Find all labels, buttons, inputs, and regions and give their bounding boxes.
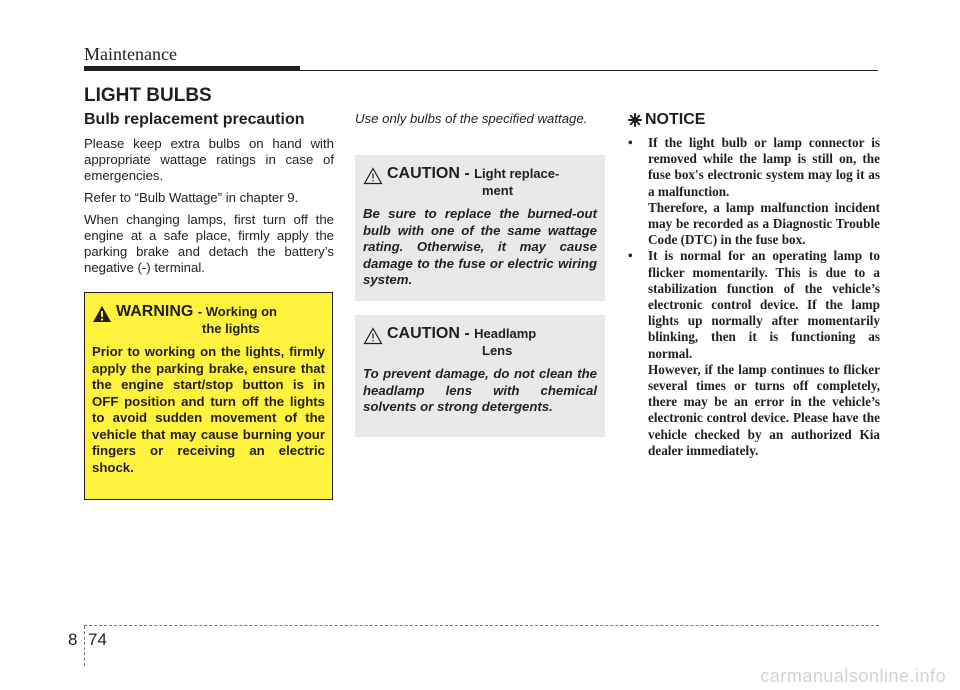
caution-subtitle-1b: ment xyxy=(482,183,514,198)
caution-header-2 xyxy=(363,325,597,359)
notice-item-2-para-1: It is normal for an operating lamp to flicker momentarily. This is due to a stabilization function of the vehicle’s electronic control device. If the lamp lights up normally after momentarily blinking, then it is functioning as normal. xyxy=(648,248,880,361)
list-item xyxy=(628,248,880,459)
notice-item-1-para-2: Therefore, a lamp malfunction incident may be recorded as a Diagnostic Trouble Code (DTC) in the fuse box. xyxy=(648,199,880,248)
caution-body-1: Be sure to replace the burned-out bulb with one of the same wattage rating. Otherwise, it may cause damage to the fuse or electric wiring system. xyxy=(363,206,597,287)
precaution-paragraph-3: When changing lamps, first turn off the engine at a safe place, firmly apply the parking brake and detach the battery’s negative (-) terminal. xyxy=(84,212,334,275)
notice-item-2-para-2: However, if the lamp continues to flicker several times or turns off completely, there may be an error in the vehicle’s electronic control device. Please have the vehicle checked by an authorized Kia dealer immediately. xyxy=(648,361,880,458)
warning-subtitle-1: - Working on xyxy=(197,304,277,319)
warning-header xyxy=(92,303,325,337)
warning-triangle-icon xyxy=(92,305,112,323)
precaution-paragraph-2: Refer to “Bulb Wattage” in chapter 9. xyxy=(84,190,299,205)
warning-box xyxy=(84,292,333,500)
caution-body-2: To prevent damage, do not clean the headlamp lens with chemical solvents or strong detergents. xyxy=(363,366,597,414)
notice-asterisk-icon xyxy=(628,113,642,127)
chapter-number: 8 xyxy=(68,630,78,649)
notice-list xyxy=(628,135,880,459)
caution-subtitle-2a: Headlamp xyxy=(474,326,537,341)
watermark: carmanualsonline.info xyxy=(760,666,946,686)
caution-box-light-replacement xyxy=(355,155,605,301)
warning-label: WARNING xyxy=(116,303,194,320)
precaution-heading: Bulb replacement precaution xyxy=(84,111,305,128)
notice-label: NOTICE xyxy=(645,111,706,128)
footer-divider xyxy=(84,626,85,666)
header-rule-thick xyxy=(84,66,300,71)
page-number: 74 xyxy=(88,630,107,649)
caution-subtitle-2b: Lens xyxy=(482,343,513,358)
warning-subtitle-2: the lights xyxy=(202,321,260,336)
section-title: LIGHT BULBS xyxy=(84,85,212,106)
precaution-paragraph-1: Please keep extra bulbs on hand with appropriate wattage ratings in case of emergencies. xyxy=(84,136,334,183)
bullet-icon: • xyxy=(628,135,633,150)
notice-item-1-para-1: If the light bulb or lamp connector is removed while the lamp is still on, the fuse box's electronic system may log it as a malfunction. xyxy=(648,135,880,199)
specified-note: Use only bulbs of the specified wattage. xyxy=(355,111,588,126)
warning-body: Prior to working on the lights, firmly apply the parking brake, ensure that the engine start/stop button is in OFF position and turn off the lights to avoid sudden movement of the vehicle that may cause burning your fingers or receiving an electric shock. xyxy=(92,344,325,475)
caution-triangle-icon xyxy=(363,327,383,345)
caution-triangle-icon xyxy=(363,167,383,185)
caution-label-1: CAUTION - xyxy=(387,165,470,182)
precaution-column xyxy=(84,111,334,282)
list-item xyxy=(628,135,880,248)
header-rule-thin xyxy=(300,70,878,71)
notice-heading xyxy=(628,111,880,129)
caution-label-2: CAUTION - xyxy=(387,325,470,342)
caution-subtitle-1a: Light replace- xyxy=(474,166,560,181)
footer-rule xyxy=(84,625,879,626)
notice-column xyxy=(628,111,880,459)
header-title: Maintenance xyxy=(84,44,177,64)
caution-header-1 xyxy=(363,165,597,199)
specified-note-column xyxy=(355,111,605,127)
bullet-icon: • xyxy=(628,248,633,264)
caution-box-headlamp-lens xyxy=(355,315,605,437)
